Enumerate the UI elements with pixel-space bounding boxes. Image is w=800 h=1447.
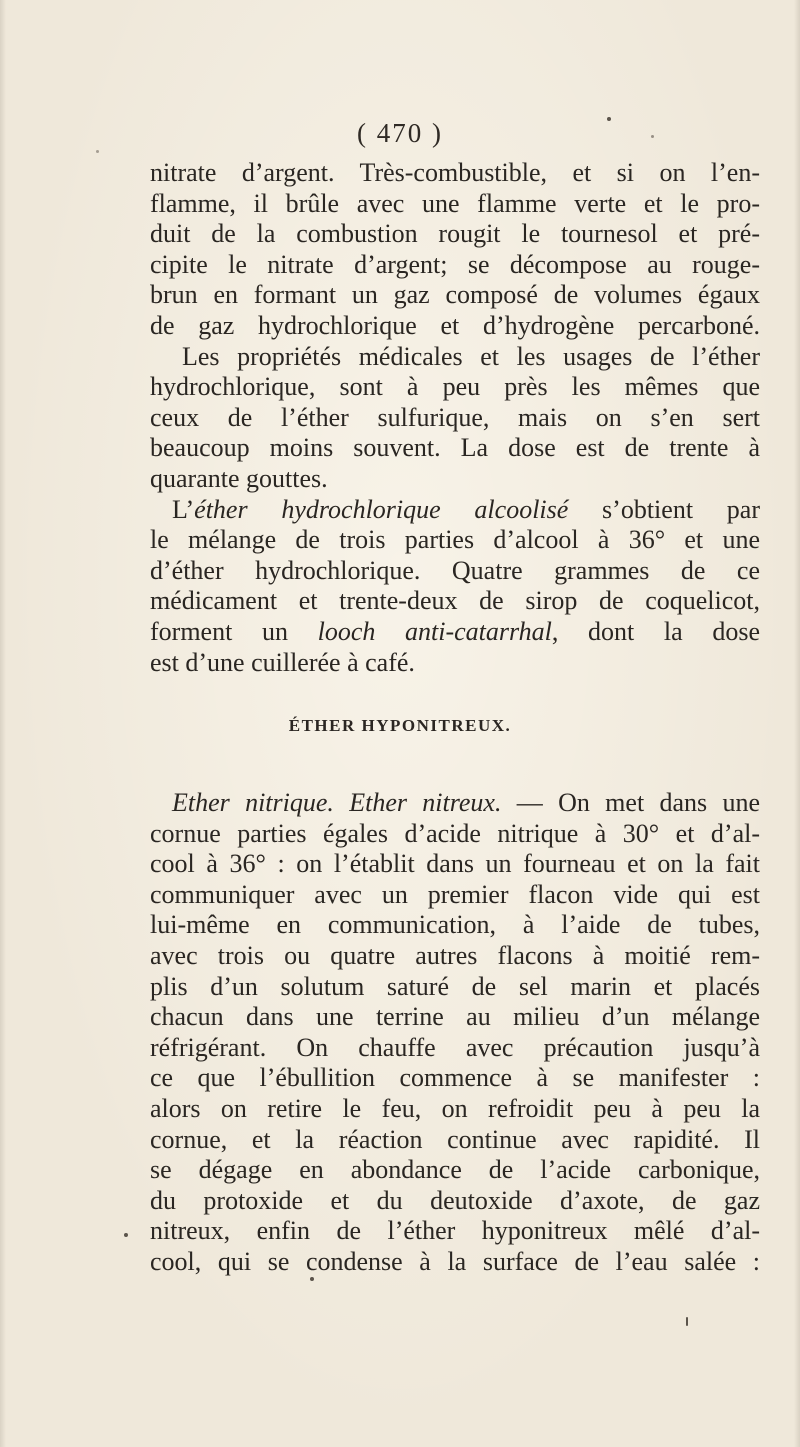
- text-line: cornue, et la réaction continue avec rapidité. Il: [150, 1124, 760, 1154]
- text-line: communiquer avec un premier flacon vide qui est: [150, 879, 760, 909]
- text-line: nitrate d’argent. Très-combustible, et si on l’en-: [150, 158, 760, 187]
- text-line: cornue parties égales d’acide nitrique à 30° et d’al-: [150, 818, 760, 848]
- text-fragment: s’obtient par: [568, 494, 760, 524]
- section-heading: ÉTHER HYPONITREUX.: [288, 716, 512, 735]
- page-number: ( 470 ): [357, 118, 443, 148]
- paragraph-block-ether-hyponitreux: [150, 788, 760, 1278]
- text-fragment: — On met dans une: [501, 788, 760, 817]
- text-line: cool à 36° : on l’établit dans un fourneau et on la fait: [150, 849, 760, 879]
- text-line: cipite le nitrate d’argent; se décompose au rouge-: [150, 249, 760, 279]
- text-line-with-italic: [150, 617, 760, 648]
- text-line: plis d’un solutum saturé de sel marin et placés: [150, 971, 760, 1001]
- text-line: médicament et trente-deux de sirop de coquelicot,: [150, 586, 760, 616]
- paper-speck: [607, 117, 611, 121]
- text-fragment: , dont la dose: [551, 616, 761, 646]
- text-line: avec trois ou quatre autres flacons à moitié rem-: [150, 940, 760, 970]
- paper-speck: [124, 1233, 128, 1237]
- text-line: quarante gouttes.: [150, 463, 328, 493]
- paper-speck: [310, 1277, 314, 1281]
- text-line: duit de la combustion rougit le tournesol et pré-: [150, 219, 760, 249]
- italic-term: éther hydrochlorique alcoolisé: [194, 494, 569, 524]
- paper-speck: [651, 135, 654, 138]
- text-line: lui-même en communication, à l’aide de tubes,: [150, 910, 760, 940]
- text-fragment: forment un: [150, 616, 288, 646]
- text-line: ce que l’ébullition commence à se manifester :: [150, 1063, 760, 1093]
- text-fragment: L’: [172, 494, 195, 524]
- italic-term: looch anti-catarrhal: [317, 616, 552, 646]
- text-line: Les propriétés médicales et les usages de l’éther: [182, 341, 760, 371]
- text-line: hydrochlorique, sont à peu près les mêmes que: [150, 372, 760, 402]
- text-line: de gaz hydrochlorique et d’hydrogène percarboné.: [150, 310, 760, 340]
- text-line: brun en formant un gaz composé de volumes égaux: [150, 280, 760, 310]
- paper-speck: [686, 1317, 688, 1326]
- italic-term: Ether nitrique. Ether nitreux.: [172, 788, 502, 817]
- text-line: ceux de l’éther sulfurique, mais on s’en sert: [150, 402, 760, 432]
- text-line: se dégage en abondance de l’acide carbonique,: [150, 1155, 760, 1185]
- text-line: réfrigérant. On chauffe avec précaution jusqu’à: [150, 1032, 760, 1062]
- text-line-with-italic: [150, 495, 760, 526]
- paper-speck: [96, 150, 99, 153]
- text-line: est d’une cuillerée à café.: [150, 647, 415, 677]
- paragraph-block-ether-hydrochlorique: [150, 158, 760, 678]
- text-line: alors on retire le feu, on refroidit peu à peu la: [150, 1093, 760, 1123]
- text-line: nitreux, enfin de l’éther hyponitreux mêlé d’al-: [150, 1216, 760, 1246]
- text-line-with-italic: [150, 788, 760, 819]
- text-line: beaucoup moins souvent. La dose est de trente à: [150, 433, 760, 463]
- text-line: le mélange de trois parties d’alcool à 36° et une: [150, 525, 760, 555]
- text-line: chacun dans une terrine au milieu d’un mélange: [150, 1002, 760, 1032]
- text-line: flamme, il brûle avec une flamme verte et le pro-: [150, 188, 760, 218]
- text-line: du protoxide et du deutoxide d’axote, de gaz: [150, 1185, 760, 1215]
- text-line: d’éther hydrochlorique. Quatre grammes de ce: [150, 555, 760, 585]
- text-line: cool, qui se condense à la surface de l’eau salée :: [150, 1246, 760, 1276]
